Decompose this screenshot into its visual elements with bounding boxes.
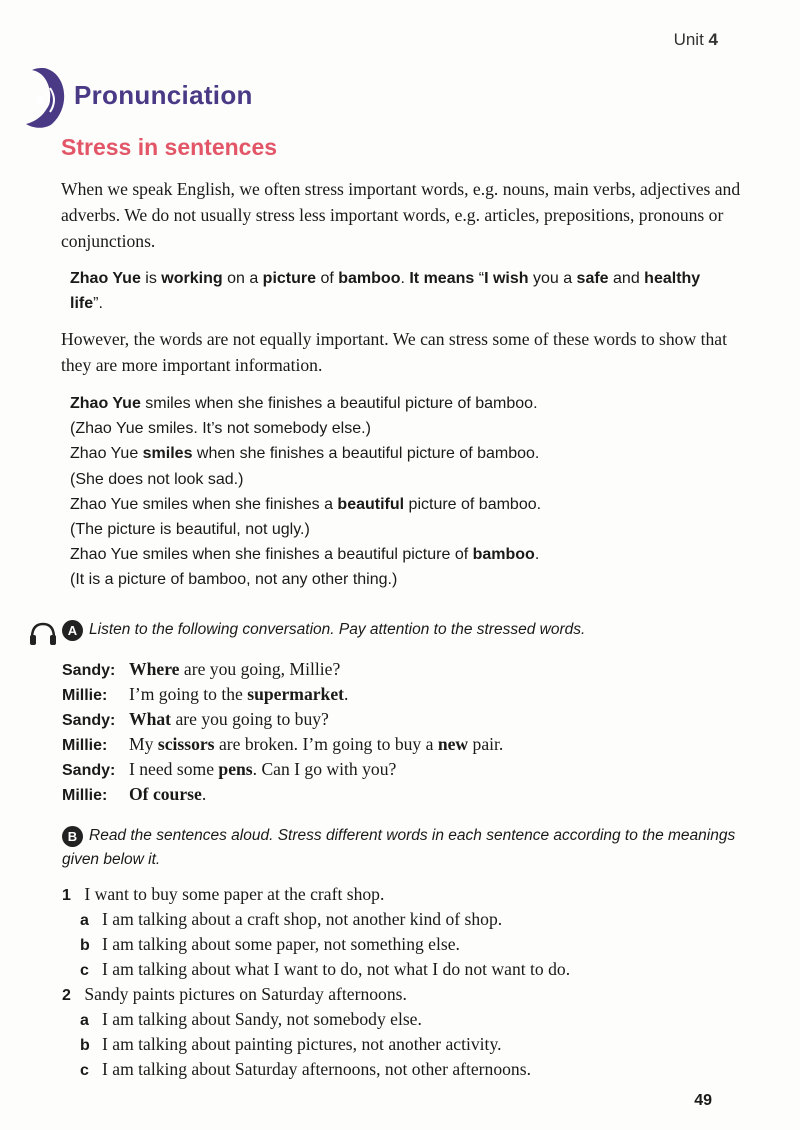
stressed-word: supermarket	[247, 684, 345, 704]
part-b-heading	[62, 824, 742, 872]
dialogue-words: are broken. I’m going to buy a	[214, 734, 438, 754]
sub-question	[62, 1007, 570, 1032]
dialogue-line	[62, 657, 503, 682]
sub-question-letter: c	[80, 1062, 89, 1079]
page-number: 49	[694, 1092, 712, 1109]
stressed-word: scissors	[157, 734, 215, 754]
unit-label: Unit 4	[673, 30, 718, 49]
dialogue-line	[62, 707, 503, 732]
dialogue-text	[129, 734, 503, 754]
dialogue	[62, 657, 503, 807]
speaker-name: Millie:	[62, 687, 108, 704]
stress-examples	[70, 391, 541, 593]
sub-question	[62, 932, 570, 957]
sentence-text: and	[608, 270, 645, 287]
stressed-word: picture	[262, 270, 317, 287]
sub-question-text: I am talking about a craft shop, not another kind of shop.	[102, 909, 503, 929]
unit-number: 4	[708, 30, 718, 49]
sub-question	[62, 907, 570, 932]
part-a-instruction: Listen to the following conversation. Pay attention to the stressed words.	[89, 621, 586, 639]
stressed-word: Of course	[129, 784, 202, 804]
dialogue-line	[62, 782, 503, 807]
dialogue-words: I need some	[129, 759, 219, 779]
dialogue-text	[129, 759, 396, 779]
speaker-name: Millie:	[62, 737, 108, 754]
intro-paragraph: When we speak English, we often stress important words, e.g. nouns, main verbs, adjectives and adverbs. We do not usually stress less important words, e.g. articles, prepositions, pronouns or conjunctions.	[61, 179, 741, 251]
pronunciation-speaker-icon	[22, 66, 70, 130]
sub-question-letter: a	[80, 1012, 89, 1029]
sentence-text: ”.	[93, 295, 103, 312]
sentence-text: “	[474, 270, 485, 287]
speaker-name: Sandy:	[62, 662, 116, 679]
example-text: Zhao Yue smiles when she finishes a	[70, 495, 338, 513]
question-list	[62, 882, 570, 1082]
question-item	[62, 982, 570, 1007]
sentence-text: on a	[222, 270, 263, 287]
stressed-word: safe	[576, 270, 609, 287]
sub-question	[62, 957, 570, 982]
question-text: I want to buy some paper at the craft shop.	[80, 884, 385, 904]
sub-question-letter: c	[80, 962, 89, 979]
example-text: smiles when she finishes a beautiful picture of bamboo.	[140, 395, 538, 412]
stressed-word: Zhao Yue	[70, 270, 141, 287]
section-subtitle: Stress in sentences	[61, 134, 278, 160]
example-text: when she finishes a beautiful picture of bamboo.	[192, 445, 540, 463]
dialogue-words: are you going to buy?	[171, 709, 329, 729]
example-text: (The picture is beautiful, not ugly.)	[70, 521, 310, 539]
example-line	[70, 517, 541, 542]
speaker-name: Millie:	[62, 787, 108, 804]
dialogue-line	[62, 757, 503, 782]
example-line	[70, 416, 541, 441]
example-line	[70, 492, 541, 517]
dialogue-text	[129, 684, 348, 704]
question-item	[62, 882, 570, 907]
sentence-text: is	[140, 270, 162, 287]
however-paragraph: However, the words are not equally important. We can stress some of these words to show that they are more important information.	[61, 329, 727, 375]
stressed-word: What	[129, 709, 172, 729]
sentence-text: you a	[528, 270, 577, 287]
question-text: Sandy paints pictures on Saturday afternoons.	[80, 984, 407, 1004]
part-a-badge: A	[62, 620, 83, 641]
question-number: 1	[62, 887, 71, 904]
sub-question-letter: b	[80, 1037, 90, 1054]
stressed-word: pens	[218, 759, 253, 779]
example-line	[70, 567, 541, 592]
example-sentence	[70, 266, 730, 316]
sub-question-text: I am talking about Sandy, not somebody else.	[102, 1009, 422, 1029]
part-b-badge: B	[62, 826, 83, 847]
dialogue-words: I’m going to the	[129, 684, 248, 704]
example-text: (It is a picture of bamboo, not any other thing.)	[70, 571, 398, 589]
example-line	[70, 467, 541, 492]
sub-question	[62, 1057, 570, 1082]
dialogue-line	[62, 732, 503, 757]
dialogue-text	[129, 659, 340, 679]
sub-question-text: I am talking about some paper, not something else.	[102, 934, 460, 954]
dialogue-words: pair.	[468, 734, 504, 754]
stressed-word: I wish	[484, 270, 529, 287]
example-line	[70, 542, 541, 567]
dialogue-words: My	[129, 734, 158, 754]
dialogue-words: are you going, Millie?	[179, 659, 341, 679]
dialogue-words: . Can I go with you?	[252, 759, 397, 779]
sub-question-letter: b	[80, 937, 90, 954]
stressed-word: Where	[129, 659, 180, 679]
section-title: Pronunciation	[74, 80, 253, 110]
stressed-word: bamboo	[472, 546, 535, 564]
stressed-word: It means	[409, 270, 475, 287]
sentence-text: .	[400, 270, 410, 287]
stressed-word: Zhao Yue	[70, 395, 141, 412]
sub-question	[62, 1032, 570, 1057]
stressed-word: healthy life	[70, 270, 701, 312]
sub-question-text: I am talking about Saturday afternoons, not other afternoons.	[102, 1059, 531, 1079]
example-text: picture of bamboo.	[404, 495, 542, 513]
headphones-icon	[28, 622, 58, 646]
part-b-instruction: Read the sentences aloud. Stress different words in each sentence according to the meanings given below it.	[62, 827, 736, 868]
example-line	[70, 441, 541, 466]
sub-question-text: I am talking about what I want to do, not what I do not want to do.	[102, 959, 571, 979]
sentence-text: of	[316, 270, 339, 287]
dialogue-text	[129, 784, 206, 804]
stressed-word: beautiful	[337, 495, 405, 513]
stressed-word: new	[437, 734, 469, 754]
example-text: Zhao Yue smiles when she finishes a beautiful picture of	[70, 546, 473, 564]
sub-question-letter: a	[80, 912, 89, 929]
question-number: 2	[62, 987, 71, 1004]
dialogue-words: .	[201, 784, 207, 804]
example-text: (She does not look sad.)	[70, 470, 244, 488]
stressed-word: working	[161, 270, 223, 287]
example-text: .	[534, 546, 540, 564]
speaker-name: Sandy:	[62, 712, 116, 729]
stressed-word: smiles	[142, 445, 193, 463]
example-line	[70, 391, 541, 416]
example-text: (Zhao Yue smiles. It’s not somebody else.)	[70, 420, 371, 438]
stressed-word: bamboo	[338, 270, 401, 287]
part-a-heading	[62, 620, 585, 641]
example-text: Zhao Yue	[70, 445, 143, 463]
dialogue-line	[62, 682, 503, 707]
dialogue-words: .	[344, 684, 349, 704]
speaker-name: Sandy:	[62, 762, 116, 779]
sub-question-text: I am talking about painting pictures, not another activity.	[102, 1034, 502, 1054]
dialogue-text	[129, 709, 329, 729]
